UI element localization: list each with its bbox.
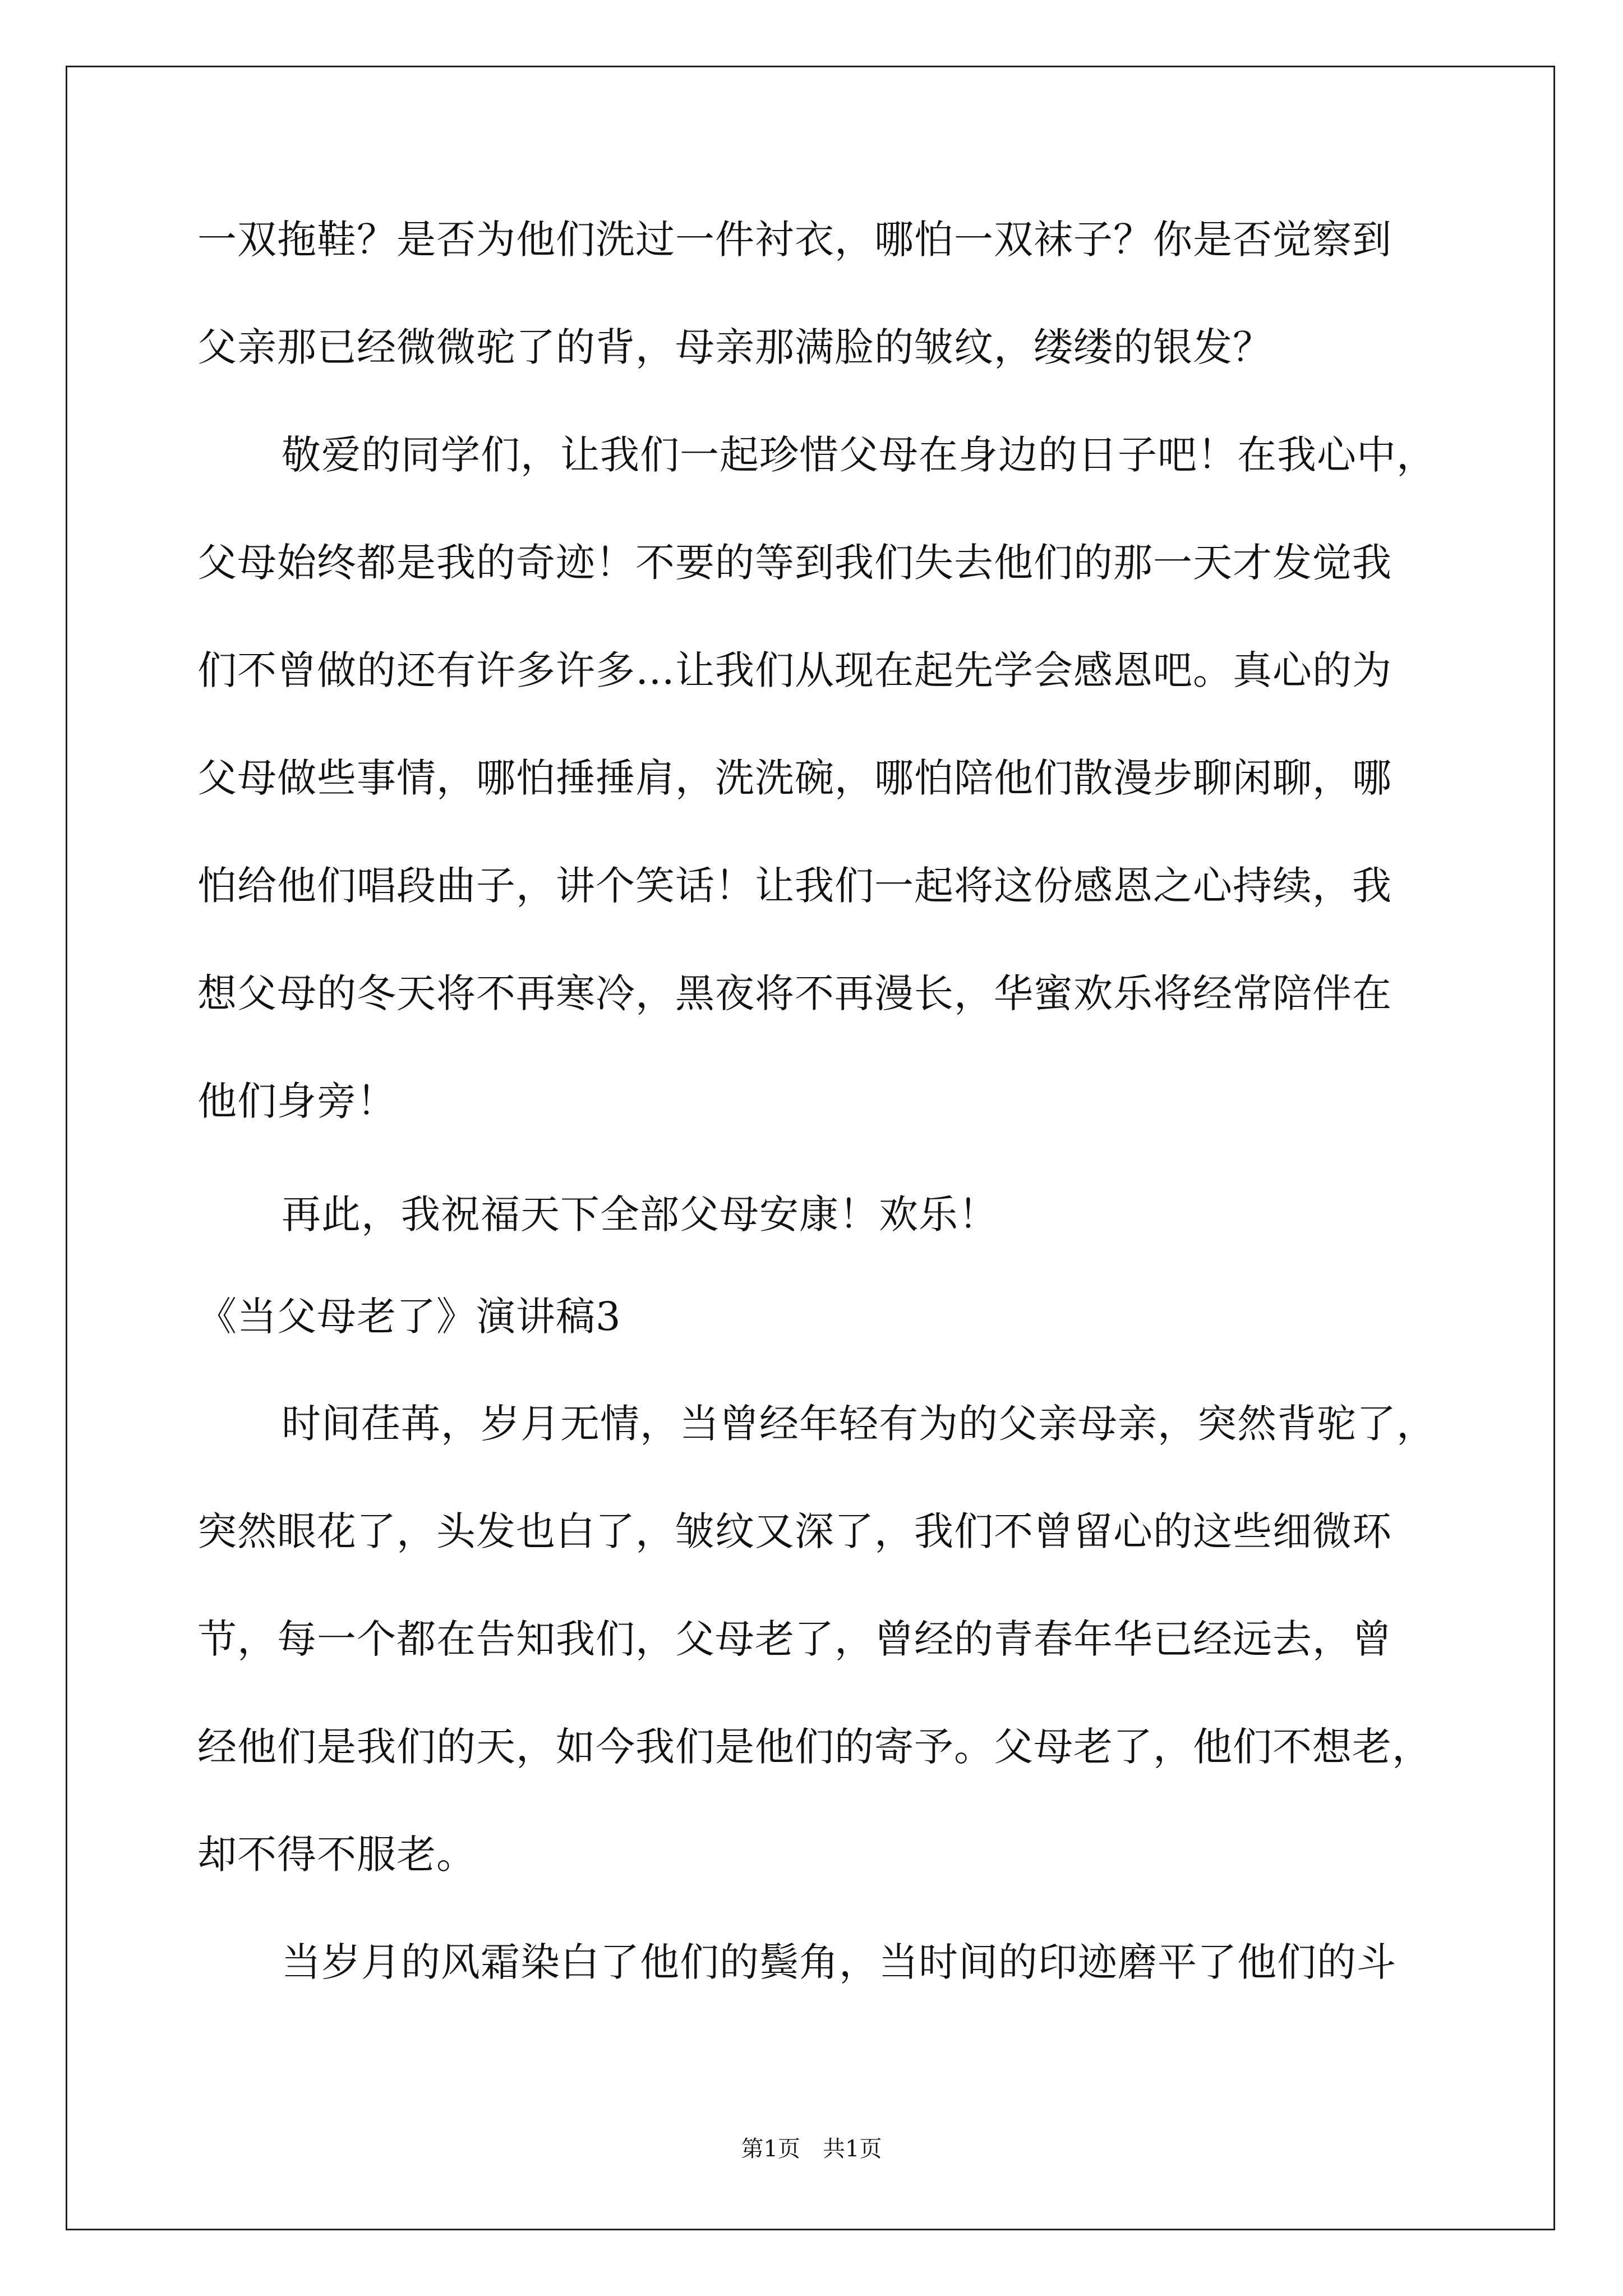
body-line: 经他们是我们的天，如今我们是他们的寄予。父母老了，他们不想老， bbox=[197, 1724, 1432, 1770]
paragraph-start-line: 再此，我祝福天下全部父母安康！欢乐！ bbox=[282, 1191, 998, 1237]
body-line: 父母始终都是我的奇迹！不要的等到我们失去他们的那一天才发觉我 bbox=[197, 540, 1392, 586]
paragraph-start-line: 敬爱的同学们，让我们一起珍惜父母在身边的日子吧！在我心中， bbox=[282, 432, 1436, 478]
page-border bbox=[66, 66, 1555, 2230]
paragraph-start-line: 时间荏苒，岁月无情，当曾经年轻有为的父亲母亲，突然背驼了， bbox=[282, 1401, 1436, 1447]
body-line: 父亲那已经微微驼了的背，母亲那满脸的皱纹，缕缕的银发？ bbox=[197, 324, 1272, 370]
body-line: 怕给他们唱段曲子，讲个笑话！让我们一起将这份感恩之心持续，我 bbox=[197, 863, 1392, 909]
body-line: 想父母的冬天将不再寒冷，黑夜将不再漫长，华蜜欢乐将经常陪伴在 bbox=[197, 970, 1392, 1016]
body-line: 父母做些事情，哪怕捶捶肩，洗洗碗，哪怕陪他们散漫步聊闲聊，哪 bbox=[197, 755, 1392, 801]
body-line: 他们身旁！ bbox=[197, 1078, 396, 1124]
page-footer bbox=[0, 2135, 1623, 2163]
page-total: 共1页 bbox=[823, 2136, 882, 2162]
body-line: 们不曾做的还有许多许多…让我们从现在起先学会感恩吧。真心的为 bbox=[197, 647, 1392, 693]
body-line: 却不得不服老。 bbox=[197, 1832, 476, 1878]
body-line: 节，每一个都在告知我们，父母老了，曾经的青春年华已经远去，曾 bbox=[197, 1616, 1392, 1662]
body-line: 一双拖鞋？是否为他们洗过一件衬衣，哪怕一双袜子？你是否觉察到 bbox=[197, 217, 1392, 263]
section-heading: 《当父母老了》演讲稿3 bbox=[197, 1294, 621, 1340]
body-line: 突然眼花了，头发也白了，皱纹又深了，我们不曾留心的这些细微环 bbox=[197, 1508, 1392, 1554]
paragraph-start-line: 当岁月的风霜染白了他们的鬓角，当时间的印迹磨平了他们的斗 bbox=[282, 1939, 1396, 1985]
page-number: 第1页 bbox=[741, 2136, 800, 2162]
